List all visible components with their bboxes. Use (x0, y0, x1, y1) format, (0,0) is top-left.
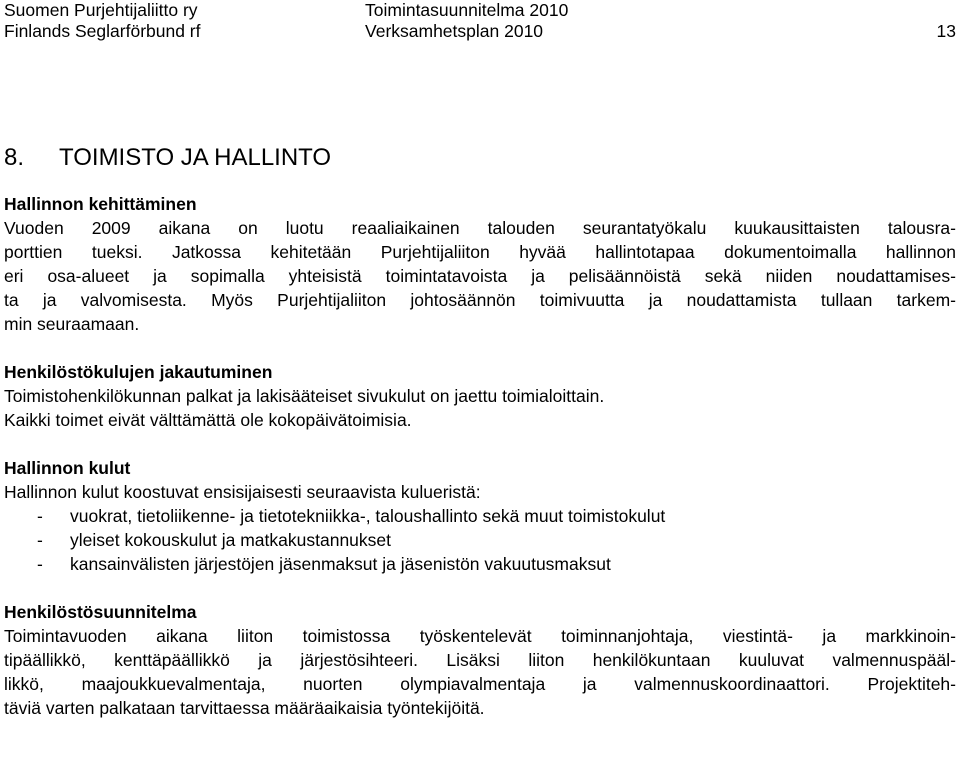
list-item-text: yleiset kokouskulut ja matkakustannukset (70, 530, 391, 550)
header-org-swedish: Finlands Seglarförbund rf (4, 21, 201, 41)
cost-list (4, 504, 956, 576)
subheading-henkilostosuunnitelma: Henkilöstösuunnitelma (4, 602, 197, 622)
list-item-text: vuokrat, tietoliikenne- ja tietotekniikka-, taloushallinto sekä muut toimistokulut (70, 506, 666, 526)
header-row-swedish (4, 21, 956, 42)
paragraph-line: min seuraamaan. (4, 314, 140, 334)
block-hallinnon-kehittaminen (4, 192, 956, 336)
list-item (4, 528, 956, 552)
paragraph-line: eri osa-alueet ja sopimalla yhteisistä toimintatavoista ja pelisäännöistä sekä niiden noudattamises- (4, 266, 956, 286)
document-page (4, 0, 956, 720)
section-title (4, 144, 956, 172)
paragraph-line: tipäällikkö, kenttäpäällikkö ja järjestösihteeri. Lisäksi liiton henkilökuntaan kuuluvat valmennuspääl- (4, 650, 956, 670)
list-dash: - (37, 530, 43, 550)
header-plan-finnish: Toimintasuunnitelma 2010 (365, 0, 569, 20)
paragraph-henkilostosuunnitelma (4, 624, 956, 720)
list-item (4, 504, 956, 528)
block-hallinnon-kulut (4, 456, 956, 576)
spacer (4, 576, 956, 600)
section-title-text: TOIMISTO JA HALLINTO (59, 144, 332, 171)
paragraph-line: likkö, maajoukkuevalmentaja, nuorten olympiavalmentaja ja valmennuskoordinaattori. Projektiteh- (4, 674, 956, 694)
list-dash: - (37, 506, 43, 526)
spacer (4, 336, 956, 360)
header-plan-swedish: Verksamhetsplan 2010 (365, 21, 544, 41)
paragraph-line: Vuoden 2009 aikana on luotu reaaliaikainen talouden seurantatyökalu kuukausittaisten talousra- (4, 218, 956, 238)
paragraph-line: porttien tueksi. Jatkossa kehitetään Purjehtijaliiton hyvää hallintotapaa dokumentoimalla hallinnon (4, 242, 956, 262)
paragraph-hallinnon-kehittaminen (4, 216, 956, 336)
paragraph-line: ta ja valvomisesta. Myös Purjehtijaliiton johtosäännön toimivuutta ja noudattamista tullaan tarkem- (4, 290, 956, 310)
paragraph-line: täviä varten palkataan tarvittaessa määräaikaisia työntekijöitä. (4, 698, 485, 718)
list-dash: - (37, 554, 43, 574)
page-number: 13 (936, 21, 956, 41)
spacer (4, 432, 956, 456)
paragraph-line: Hallinnon kulut koostuvat ensisijaisesti seuraavista kulueristä: (4, 482, 481, 502)
paragraph-line: Toimintavuoden aikana liiton toimistossa työskentelevät toiminnanjohtaja, viestintä- ja markkinoin- (4, 626, 956, 646)
subheading-hallinnon-kulut: Hallinnon kulut (4, 458, 131, 478)
header-row-finnish (4, 0, 956, 21)
list-item (4, 552, 956, 576)
paragraph-hallinnon-kulut (4, 480, 956, 504)
paragraph-line: Toimistohenkilökunnan palkat ja lakisääteiset sivukulut on jaettu toimialoittain. (4, 386, 605, 406)
paragraph-henkilostokulujen-jakautuminen (4, 384, 956, 432)
block-henkilostokulujen-jakautuminen (4, 360, 956, 432)
list-item-text: kansainvälisten järjestöjen jäsenmaksut ja jäsenistön vakuutusmaksut (70, 554, 611, 574)
subheading-henkilostokulujen-jakautuminen: Henkilöstökulujen jakautuminen (4, 362, 273, 382)
paragraph-line: Kaikki toimet eivät välttämättä ole kokopäivätoimisia. (4, 410, 412, 430)
subheading-hallinnon-kehittaminen: Hallinnon kehittäminen (4, 194, 197, 214)
header-org-finnish: Suomen Purjehtijaliitto ry (4, 0, 198, 20)
block-henkilostosuunnitelma (4, 600, 956, 720)
section-number: 8. (4, 144, 25, 171)
